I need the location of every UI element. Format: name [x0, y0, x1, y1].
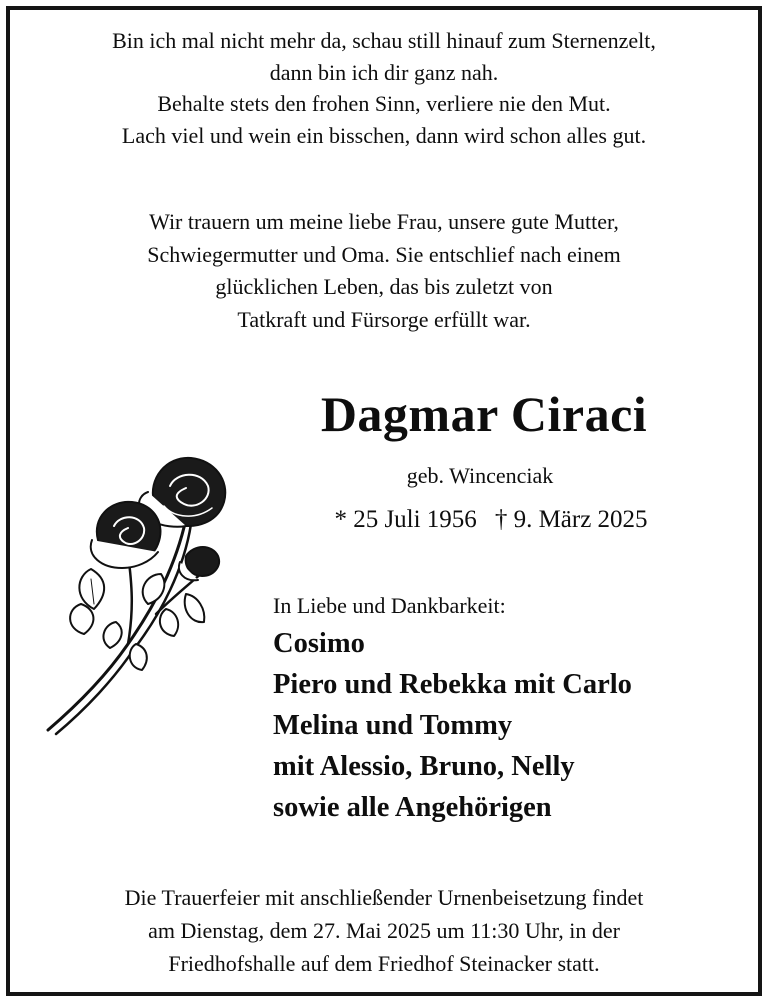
poem-line: dann bin ich dir ganz nah.: [269, 59, 499, 85]
survivors-list: [273, 623, 632, 828]
survivors-intro: In Liebe und Dankbarkeit:: [273, 593, 506, 618]
ceremony-line: Friedhofshalle auf dem Friedhof Steinacker statt.: [168, 951, 600, 976]
birth-name: geb. Wincenciak: [406, 463, 554, 488]
ceremony-line: am Dienstag, dem 27. Mai 2025 um 11:30 Uhr, in der: [148, 918, 620, 943]
poem-line: Lach viel und wein ein bisschen, dann wird schon alles gut.: [121, 122, 647, 148]
survivor-name: Piero und Rebekka mit Carlo: [273, 669, 632, 700]
poem: [10, 25, 758, 151]
roses-illustration: [36, 444, 246, 736]
poem-line: Behalte stets den frohen Sinn, verliere nie den Mut.: [157, 91, 611, 116]
death-date: † 9. März 2025: [494, 506, 648, 533]
mourning-line: glücklichen Leben, das bis zuletzt von: [215, 274, 553, 299]
ceremony-info: [10, 881, 758, 980]
survivor-name: Melina und Tommy: [273, 710, 513, 741]
survivor-name: Cosimo: [273, 628, 365, 659]
survivor-name: sowie alle Angehörigen: [273, 792, 552, 823]
mourning-line: Schwiegermutter und Oma. Sie entschlief nach einem: [147, 241, 621, 267]
poem-line: Bin ich mal nicht mehr da, schau still hinauf zum Sternenzelt,: [112, 28, 656, 53]
mourning-text: [10, 206, 758, 336]
birth-date: * 25 Juli 1956: [334, 506, 477, 533]
life-dates: [274, 506, 708, 534]
mourning-line: Wir trauern um meine liebe Frau, unsere gute Mutter,: [149, 209, 619, 234]
deceased-name: Dagmar Ciraci: [320, 386, 648, 442]
mourning-line: Tatkraft und Fürsorge erfüllt war.: [237, 306, 531, 332]
obituary-notice: [6, 6, 762, 996]
ceremony-line: Die Trauerfeier mit anschließender Urnenbeisetzung findet: [124, 885, 644, 910]
survivor-name: mit Alessio, Bruno, Nelly: [273, 751, 575, 782]
